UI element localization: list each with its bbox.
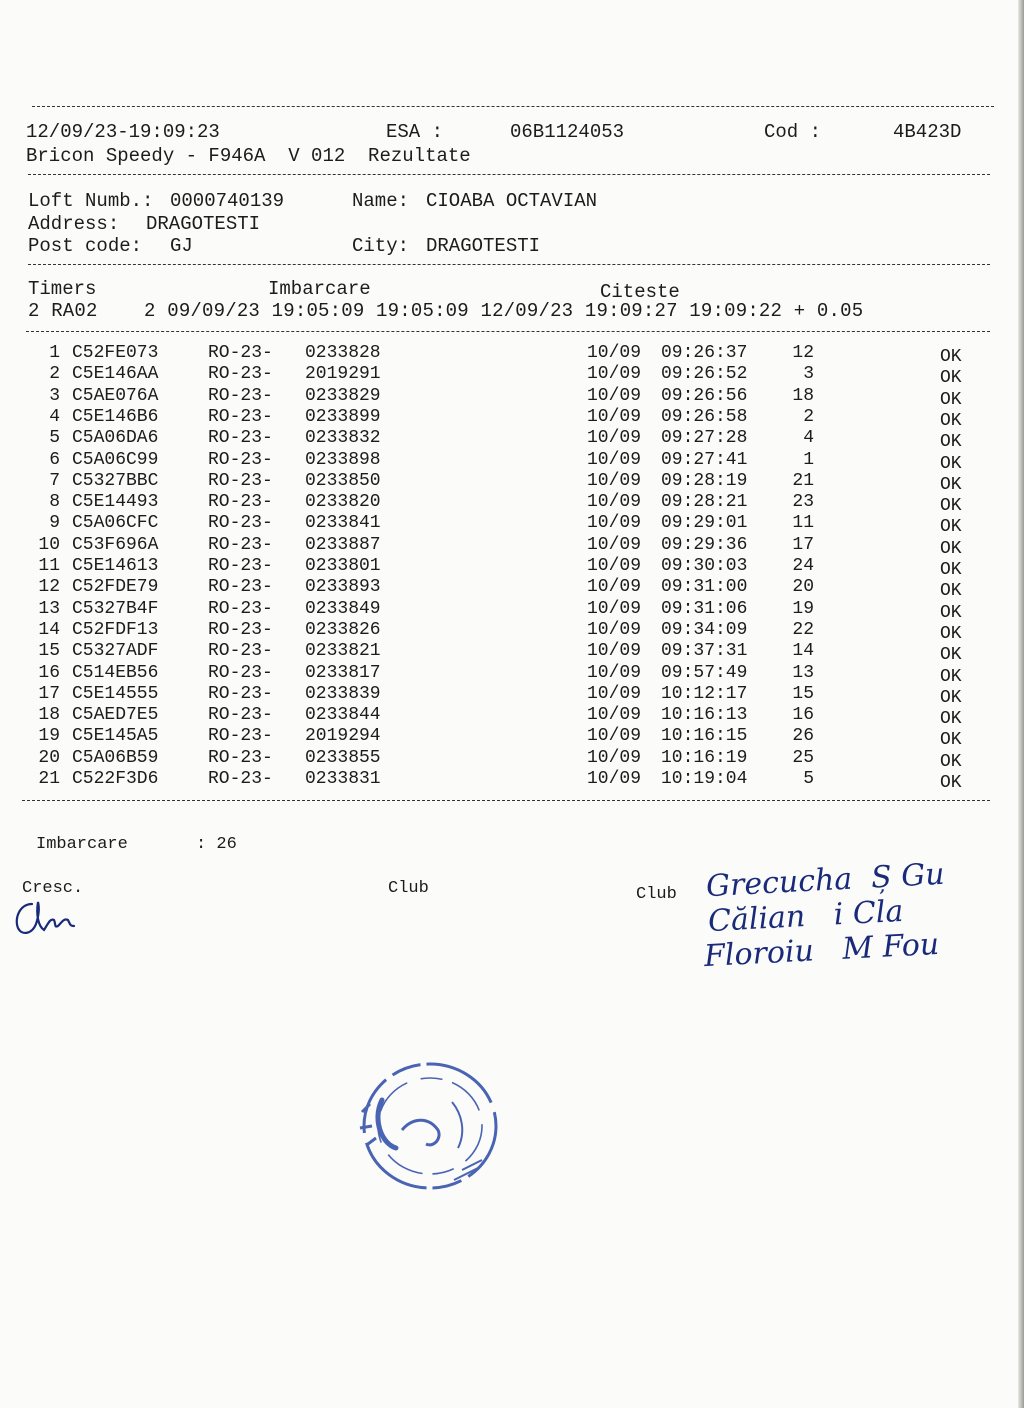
- ring-number: 0233839: [305, 683, 381, 704]
- ring-prefix: RO-23-: [208, 385, 273, 406]
- chip-id: C5A06B59: [72, 747, 159, 768]
- arrival-date: 10/09: [587, 641, 642, 662]
- chip-id: C5AED7E5: [72, 705, 159, 726]
- handwritten-line-2: Călian i Cla: [707, 893, 905, 940]
- address-label: Address:: [28, 213, 120, 235]
- divider: [32, 106, 994, 107]
- ring-prefix: RO-23-: [208, 492, 273, 513]
- loft-label: Loft Numb.:: [28, 190, 154, 212]
- row-number: 17: [38, 683, 60, 704]
- loft-number: 0000740139: [170, 190, 285, 212]
- status-ok: OK: [940, 730, 962, 751]
- row-number: 7: [49, 470, 60, 491]
- ring-number: 0233828: [305, 343, 381, 363]
- device-line: Bricon Speedy - F946A V 012 Rezultate: [26, 145, 471, 167]
- arrival-time: 09:26:56: [661, 385, 748, 406]
- arrival-date: 10/09: [587, 769, 642, 789]
- table-row: [0, 662, 1024, 687]
- ring-prefix: RO-23-: [208, 513, 273, 534]
- arrival-date: 10/09: [587, 747, 642, 768]
- arrival-time: 09:31:06: [661, 598, 748, 619]
- status-ok: OK: [940, 623, 962, 644]
- row-number: 4: [49, 406, 60, 427]
- ring-prefix: RO-23-: [208, 747, 273, 768]
- ring-number: 0233893: [305, 577, 381, 598]
- arrival-date: 10/09: [587, 534, 642, 555]
- table-row: [0, 492, 1024, 517]
- table-row: [0, 769, 1024, 793]
- chip-id: C5E145A5: [72, 726, 159, 747]
- arrival-date: 10/09: [587, 513, 642, 534]
- table-row: [0, 726, 1024, 751]
- status-ok: OK: [940, 709, 962, 730]
- table-row: [0, 683, 1024, 708]
- city-label: City:: [352, 235, 410, 257]
- arrival-date: 10/09: [587, 726, 642, 747]
- citeste-header: Citeste: [600, 281, 680, 303]
- ring-prefix: RO-23-: [208, 428, 273, 449]
- row-number: 16: [38, 662, 60, 683]
- status-ok: OK: [940, 666, 962, 687]
- row-number: 20: [38, 747, 60, 768]
- status-ok: OK: [940, 517, 962, 538]
- status-ok: OK: [940, 751, 962, 772]
- status-ok: OK: [940, 368, 962, 389]
- cod-value: 4B423D: [893, 121, 962, 143]
- ring-prefix: RO-23-: [208, 364, 273, 385]
- row-number: 14: [38, 619, 60, 640]
- table-row: [0, 428, 1024, 453]
- address-value: DRAGOTESTI: [146, 213, 261, 235]
- row-number: 19: [38, 726, 60, 747]
- ring-prefix: RO-23-: [208, 769, 273, 789]
- position: 21: [792, 470, 814, 491]
- page-edge: [1018, 0, 1024, 1408]
- status-ok: OK: [940, 496, 962, 517]
- chip-id: C5E146AA: [72, 364, 159, 385]
- club-stamp-icon: [342, 1040, 512, 1200]
- table-row: [0, 406, 1024, 431]
- ring-number: 0233820: [305, 492, 381, 513]
- owner-name: CIOABA OCTAVIAN: [426, 190, 598, 212]
- position: 11: [792, 513, 814, 534]
- arrival-time: 09:26:58: [661, 406, 748, 427]
- arrival-date: 10/09: [587, 662, 642, 683]
- position: 19: [792, 598, 814, 619]
- ring-number: 0233821: [305, 641, 381, 662]
- position: 24: [792, 556, 814, 576]
- ring-prefix: RO-23-: [208, 470, 273, 491]
- arrival-time: 09:27:41: [661, 449, 748, 470]
- position: 14: [792, 641, 814, 662]
- ring-prefix: RO-23-: [208, 683, 273, 704]
- status-ok: OK: [940, 645, 962, 666]
- ring-number: 0233899: [305, 406, 381, 427]
- arrival-time: 09:27:28: [661, 428, 748, 449]
- cresc-label: Cresc.: [22, 879, 84, 898]
- chip-id: C5E14613: [72, 556, 159, 576]
- ring-number: 0233849: [305, 598, 381, 619]
- handwritten-line-1: Grecucha Ș Gu: [705, 856, 946, 905]
- ring-number: 0233801: [305, 556, 381, 576]
- cod-label: Cod :: [764, 121, 822, 143]
- ring-prefix: RO-23-: [208, 598, 273, 619]
- position: 23: [792, 492, 814, 513]
- arrival-time: 10:16:13: [661, 705, 748, 726]
- divider: [28, 264, 990, 265]
- ring-prefix: RO-23-: [208, 641, 273, 662]
- arrival-date: 10/09: [587, 449, 642, 470]
- position: 3: [803, 364, 814, 385]
- table-row: [0, 385, 1024, 410]
- table-row: [0, 449, 1024, 474]
- table-row: [0, 641, 1024, 666]
- chip-id: C5E14555: [72, 683, 159, 704]
- ring-number: 0233898: [305, 449, 381, 470]
- position: 2: [803, 406, 814, 427]
- row-number: 8: [49, 492, 60, 513]
- status-ok: OK: [940, 474, 962, 495]
- position: 22: [792, 619, 814, 640]
- divider: [28, 174, 990, 175]
- position: 12: [792, 343, 814, 363]
- ring-number: 0233887: [305, 534, 381, 555]
- arrival-date: 10/09: [587, 619, 642, 640]
- position: 17: [792, 534, 814, 555]
- results-table: [0, 343, 1024, 803]
- row-number: 18: [38, 705, 60, 726]
- position: 20: [792, 577, 814, 598]
- chip-id: C5A06CFC: [72, 513, 159, 534]
- chip-id: C52FDE79: [72, 577, 159, 598]
- status-ok: OK: [940, 453, 962, 474]
- arrival-time: 09:28:19: [661, 470, 748, 491]
- table-row: [0, 577, 1024, 602]
- club-label: Club: [388, 879, 429, 898]
- divider: [22, 800, 990, 801]
- table-row: [0, 343, 1024, 367]
- row-number: 21: [38, 769, 60, 789]
- arrival-time: 10:19:04: [661, 769, 748, 789]
- chip-id: C5327BBC: [72, 470, 159, 491]
- ring-number: 0233844: [305, 705, 381, 726]
- row-number: 10: [38, 534, 60, 555]
- table-row: [0, 705, 1024, 730]
- position: 13: [792, 662, 814, 683]
- ring-prefix: RO-23-: [208, 406, 273, 427]
- table-row: [0, 364, 1024, 389]
- position: 4: [803, 428, 814, 449]
- club-label-2: Club: [636, 885, 677, 904]
- arrival-date: 10/09: [587, 492, 642, 513]
- ring-prefix: RO-23-: [208, 556, 273, 576]
- ring-number: 2019294: [305, 726, 381, 747]
- position: 1: [803, 449, 814, 470]
- row-number: 6: [49, 449, 60, 470]
- ring-prefix: RO-23-: [208, 534, 273, 555]
- imbarcare-header: Imbarcare: [268, 278, 371, 300]
- chip-id: C5327B4F: [72, 598, 159, 619]
- arrival-time: 09:29:36: [661, 534, 748, 555]
- chip-id: C5AE076A: [72, 385, 159, 406]
- row-number: 5: [49, 428, 60, 449]
- ring-number: 0233831: [305, 769, 381, 789]
- status-ok: OK: [940, 538, 962, 559]
- post-code-label: Post code:: [28, 235, 143, 257]
- imbarcare-total-label: Imbarcare: [36, 835, 128, 854]
- arrival-time: 09:37:31: [661, 641, 748, 662]
- table-row: [0, 598, 1024, 623]
- table-row: [0, 513, 1024, 538]
- arrival-time: 09:26:52: [661, 364, 748, 385]
- ring-number: 0233850: [305, 470, 381, 491]
- chip-id: C5327ADF: [72, 641, 159, 662]
- chip-id: C522F3D6: [72, 769, 159, 789]
- arrival-date: 10/09: [587, 428, 642, 449]
- table-row: [0, 534, 1024, 559]
- arrival-date: 10/09: [587, 385, 642, 406]
- row-number: 2: [49, 364, 60, 385]
- status-ok: OK: [940, 410, 962, 431]
- chip-id: C52FDF13: [72, 619, 159, 640]
- arrival-time: 09:26:37: [661, 343, 748, 363]
- position: 18: [792, 385, 814, 406]
- arrival-time: 10:16:15: [661, 726, 748, 747]
- arrival-time: 09:30:03: [661, 556, 748, 576]
- ring-prefix: RO-23-: [208, 705, 273, 726]
- arrival-date: 10/09: [587, 598, 642, 619]
- chip-id: C52FE073: [72, 343, 159, 363]
- divider: [26, 331, 990, 332]
- ring-number: 0233855: [305, 747, 381, 768]
- arrival-date: 10/09: [587, 343, 642, 363]
- arrival-date: 10/09: [587, 556, 642, 576]
- esa-value: 06B1124053: [510, 121, 625, 143]
- chip-id: C5E14493: [72, 492, 159, 513]
- arrival-time: 09:28:21: [661, 492, 748, 513]
- row-number: 1: [49, 343, 60, 363]
- arrival-date: 10/09: [587, 364, 642, 385]
- status-ok: OK: [940, 560, 962, 580]
- arrival-date: 10/09: [587, 683, 642, 704]
- row-number: 3: [49, 385, 60, 406]
- status-ok: OK: [940, 432, 962, 453]
- ring-prefix: RO-23-: [208, 726, 273, 747]
- signature-icon: [10, 896, 80, 942]
- row-number: 15: [38, 641, 60, 662]
- row-number: 13: [38, 598, 60, 619]
- ring-number: 0233832: [305, 428, 381, 449]
- status-ok: OK: [940, 389, 962, 410]
- position: 26: [792, 726, 814, 747]
- arrival-date: 10/09: [587, 470, 642, 491]
- position: 16: [792, 705, 814, 726]
- status-ok: OK: [940, 602, 962, 623]
- ring-number: 0233826: [305, 619, 381, 640]
- status-ok: OK: [940, 581, 962, 602]
- position: 5: [803, 769, 814, 789]
- ring-number: 0233829: [305, 385, 381, 406]
- ring-number: 0233841: [305, 513, 381, 534]
- arrival-date: 10/09: [587, 577, 642, 598]
- city-value: DRAGOTESTI: [426, 235, 541, 257]
- table-row: [0, 556, 1024, 580]
- print-datetime: 12/09/23-19:09:23: [26, 121, 220, 143]
- imbarcare-total-value: : 26: [196, 835, 237, 854]
- chip-id: C5A06DA6: [72, 428, 159, 449]
- table-row: [0, 619, 1024, 644]
- table-row: [0, 747, 1024, 772]
- post-code-value: GJ: [170, 235, 193, 257]
- chip-id: C5A06C99: [72, 449, 159, 470]
- esa-label: ESA :: [386, 121, 444, 143]
- arrival-date: 10/09: [587, 406, 642, 427]
- arrival-date: 10/09: [587, 705, 642, 726]
- row-number: 11: [38, 556, 60, 576]
- arrival-time: 09:57:49: [661, 662, 748, 683]
- arrival-time: 10:16:19: [661, 747, 748, 768]
- arrival-time: 09:29:01: [661, 513, 748, 534]
- chip-id: C514EB56: [72, 662, 159, 683]
- ring-number: 0233817: [305, 662, 381, 683]
- status-ok: OK: [940, 687, 962, 708]
- ring-number: 2019291: [305, 364, 381, 385]
- ring-prefix: RO-23-: [208, 619, 273, 640]
- status-ok: OK: [940, 773, 962, 793]
- ring-prefix: RO-23-: [208, 577, 273, 598]
- row-number: 9: [49, 513, 60, 534]
- status-ok: OK: [940, 347, 962, 367]
- arrival-time: 09:31:00: [661, 577, 748, 598]
- ring-prefix: RO-23-: [208, 343, 273, 363]
- row-number: 12: [38, 577, 60, 598]
- ring-prefix: RO-23-: [208, 449, 273, 470]
- position: 25: [792, 747, 814, 768]
- timer-line: 2 RA02 2 09/09/23 19:05:09 19:05:09 12/09/23 19:09:27 19:09:22 + 0.05: [28, 300, 864, 322]
- ring-prefix: RO-23-: [208, 662, 273, 683]
- arrival-time: 10:12:17: [661, 683, 748, 704]
- chip-id: C53F696A: [72, 534, 159, 555]
- table-row: [0, 470, 1024, 495]
- name-label: Name:: [352, 190, 410, 212]
- chip-id: C5E146B6: [72, 406, 159, 427]
- timers-label: Timers: [28, 278, 97, 300]
- handwritten-line-3: Floroiu M Fou: [703, 926, 940, 975]
- position: 15: [792, 683, 814, 704]
- arrival-time: 09:34:09: [661, 619, 748, 640]
